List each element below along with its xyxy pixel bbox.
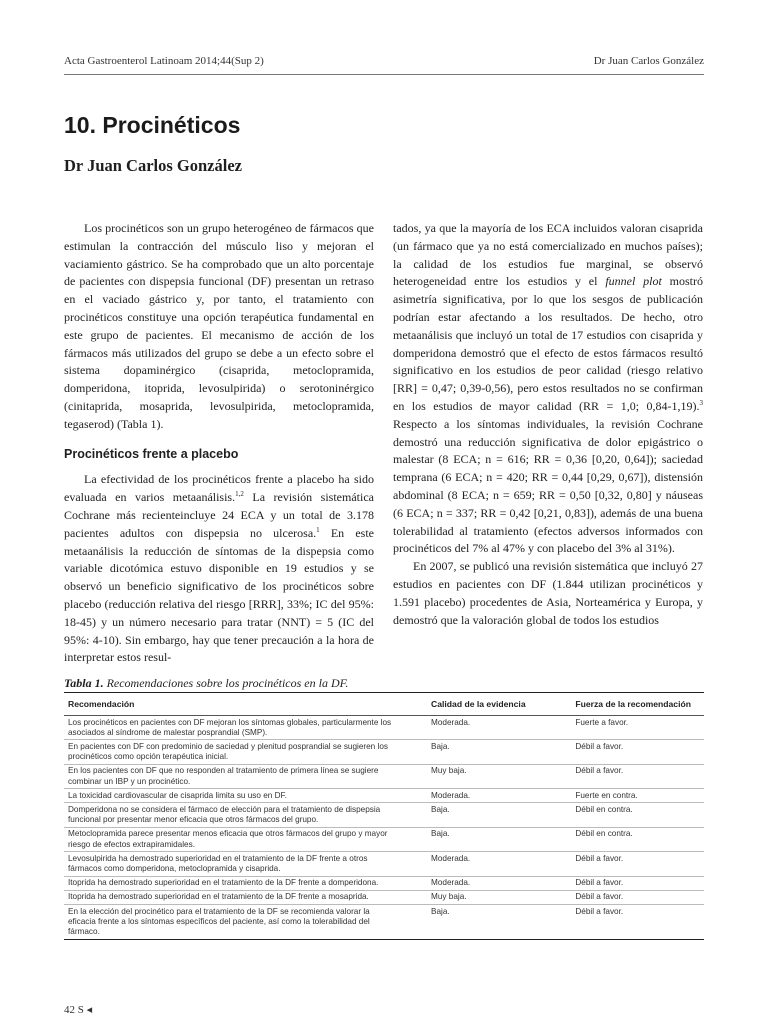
table-row xyxy=(64,740,704,764)
strength-cell: Débil en contra. xyxy=(547,827,704,851)
column-header-recommendation: Recomendación xyxy=(64,693,401,716)
recommendation-cell: La toxicidad cardiovascular de cisaprida limita su uso en DF. xyxy=(64,789,401,803)
evidence-cell: Moderada. xyxy=(401,852,547,876)
strength-cell: Débil a favor. xyxy=(547,876,704,890)
table-caption xyxy=(64,676,348,691)
table-row xyxy=(64,905,704,940)
strength-cell: Débil a favor. xyxy=(547,852,704,876)
right-column xyxy=(393,220,703,629)
table-row xyxy=(64,789,704,803)
page-number: 42 S xyxy=(64,1004,84,1016)
section-heading: Procinéticos frente a placebo xyxy=(64,446,239,461)
strength-cell: Débil en contra. xyxy=(547,803,704,827)
evidence-cell: Moderada. xyxy=(401,876,547,890)
strength-cell: Débil a favor. xyxy=(547,905,704,940)
recommendation-cell: Domperidona no se considera el fármaco de elección para el tratamiento de dispepsia funcional por presentar menor eficacia que otros fármacos del grupo. xyxy=(64,803,401,827)
column-header-strength: Fuerza de la recomendación xyxy=(547,693,704,716)
page-footer xyxy=(64,1003,92,1016)
strength-cell: Fuerte a favor. xyxy=(547,716,704,740)
evidence-cell: Baja. xyxy=(401,803,547,827)
recommendation-cell: En la elección del procinético para el tratamiento de la DF se recomienda valorar la eficacia frente a los síntomas específicos del paciente, así como la tolerabilidad del fármaco. xyxy=(64,905,401,940)
table-row xyxy=(64,716,704,740)
strength-cell: Débil a favor. xyxy=(547,764,704,788)
intro-paragraph: Los procinéticos son un grupo heterogéneo de fármacos que estimulan la contracción del músculo liso y mejoran el vaciamiento gástrico. Se ha comprobado que un alto porcentaje de pacientes con dispepsia funcional (DF) presentan un retraso en el vaciado gástrico y, por tanto, el tratamiento con procinéticos constituye una opción terapéutica fundamental en este grupo de pacientes. El mecanismo de acción de los fármacos más utilizados del grupo se debe a un efecto sobre el sistema dopaminérgico (cisaprida, metoclopramida, domperidona, itoprida, levosulpirida) o serotoninérgico (cinitaprida, mosaprida, levosulpirida, metoclopramida, tegaserod) (Tabla 1). xyxy=(64,221,374,431)
evidence-cell: Baja. xyxy=(401,740,547,764)
recommendation-cell: Metoclopramida parece presentar menos eficacia que otros fármacos del grupo y mayor riesgo de efectos extrapiramidales. xyxy=(64,827,401,851)
recommendation-cell: Levosulpirida ha demostrado superioridad en el tratamiento de la DF frente a otros fármacos como domperidona, metoclopramida y cisaprida. xyxy=(64,852,401,876)
author-header: Dr Juan Carlos González xyxy=(593,55,704,67)
recommendation-cell: En los pacientes con DF que no responden al tratamiento de primera línea se sugiere combinar un IBP y un procinético. xyxy=(64,764,401,788)
recommendation-cell: Itoprida ha demostrado superioridad en el tratamiento de la DF frente a mosaprida. xyxy=(64,890,401,904)
left-column xyxy=(64,220,374,667)
evidence-cell: Moderada. xyxy=(401,789,547,803)
header-divider xyxy=(64,74,704,75)
table-header-row xyxy=(64,693,704,716)
continued-paragraph: tados, ya que la mayoría de los ECA incluidos valoran cisaprida (un fármaco que ya no está comercializado en muchos países); la calidad de los estudios fue marginal, se observó heterogeneidad entre los estudios y el funnel plot mostró asimetría significativa, por lo que los sesgos de publicación podrían estar afectando a los resultados. De hecho, otro metaanálisis que incluyó un total de 17 estudios con cisaprida y domperidona demostró que el efecto de estos fármacos resultó significativo en los estudios de peor calidad (riesgo relativo [RR] = 0,47; 0,39-0,56), pero estos resultados no se confirman en los estudios de mayor calidad (RR = 1,0; 0,84-1,19).$^3$ Respecto a los síntomas individuales, la revisión Cochrane demostró una reducción significativa de dolor epigástrico o malestar (8 ECA; n = 616; RR = 0,36 [0,20, 0,64]); saciedad temprana (6 ECA; n = 420; RR = 0,44 [0,29, 0,67]), distensión abdominal (8 ECA; n = 659; RR = 0,50 [0,32, 0,80] y náuseas (6 ECA; n = 337; RR = 0,42 [0,21, 0,83]), además de una buena tolerabilidad al tratamiento (efectos adversos informados con procinéticos del 7% al 47% y con placebo del 3% al 31%). xyxy=(393,221,703,556)
table-caption-label: Tabla 1. xyxy=(64,676,104,690)
table-row xyxy=(64,876,704,890)
evidence-cell: Muy baja. xyxy=(401,890,547,904)
evidence-cell: Muy baja. xyxy=(401,764,547,788)
placebo-paragraph: La efectividad de los procinéticos frente a placebo ha sido evaluada en varios metaanálisis.$^{1,2}$ La revisión sistemática Cochrane más recienteincluye 24 ECA y un total de 3.178 pacientes adultos con dispepsia no ulcerosa.$^1$ En este metaanálisis la reducción de síntomas de la dispepsia como variable dicotómica estuvo disponible en 19 estudios y se observó un beneficio significativo de los procinéticos sobre placebo (reducción relativa del riesgo [RRR], 33%; IC del 95%: 18-45) y un número necesario para tratar (NNT) = 5 (IC del 95%: 4-10). Sin embargo, hay que tener precaución a la hora de interpretar estos resul- xyxy=(64,472,374,665)
author-name: Dr Juan Carlos González xyxy=(64,156,242,175)
strength-cell: Fuerte en contra. xyxy=(547,789,704,803)
evidence-cell: Moderada. xyxy=(401,716,547,740)
page-title: 10. Procinéticos xyxy=(64,112,241,138)
table-row xyxy=(64,803,704,827)
evidence-cell: Baja. xyxy=(401,905,547,940)
column-header-evidence: Calidad de la evidencia xyxy=(401,693,547,716)
recommendation-cell: Los procinéticos en pacientes con DF mejoran los síntomas globales, particularmente los asociados al síndrome de malestar posprandial (SMP). xyxy=(64,716,401,740)
recommendation-cell: Itoprida ha demostrado superioridad en el tratamiento de la DF frente a domperidona. xyxy=(64,876,401,890)
table-row xyxy=(64,827,704,851)
recommendation-cell: En pacientes con DF con predominio de saciedad y plenitud posprandial se sugieren los procinéticos como opción terapéutica inicial. xyxy=(64,740,401,764)
journal-header: Acta Gastroenterol Latinoam 2014;44(Sup 2) xyxy=(64,55,264,67)
table-row xyxy=(64,890,704,904)
table-row xyxy=(64,852,704,876)
recommendations-table xyxy=(64,692,704,940)
triangle-left-icon: ◂ xyxy=(86,1004,93,1016)
table-row xyxy=(64,764,704,788)
evidence-cell: Baja. xyxy=(401,827,547,851)
table-caption-text: Recomendaciones sobre los procinéticos en la DF. xyxy=(106,676,349,690)
strength-cell: Débil a favor. xyxy=(547,740,704,764)
strength-cell: Débil a favor. xyxy=(547,890,704,904)
review-paragraph: En 2007, se publicó una revisión sistemática que incluyó 27 estudios en pacientes con DF (1.844 utilizan procinéticos y 1.591 placebo) procedentes de Asia, Norteamérica y Europa, y demostró que la valoración global de todos los estudios xyxy=(393,559,703,627)
